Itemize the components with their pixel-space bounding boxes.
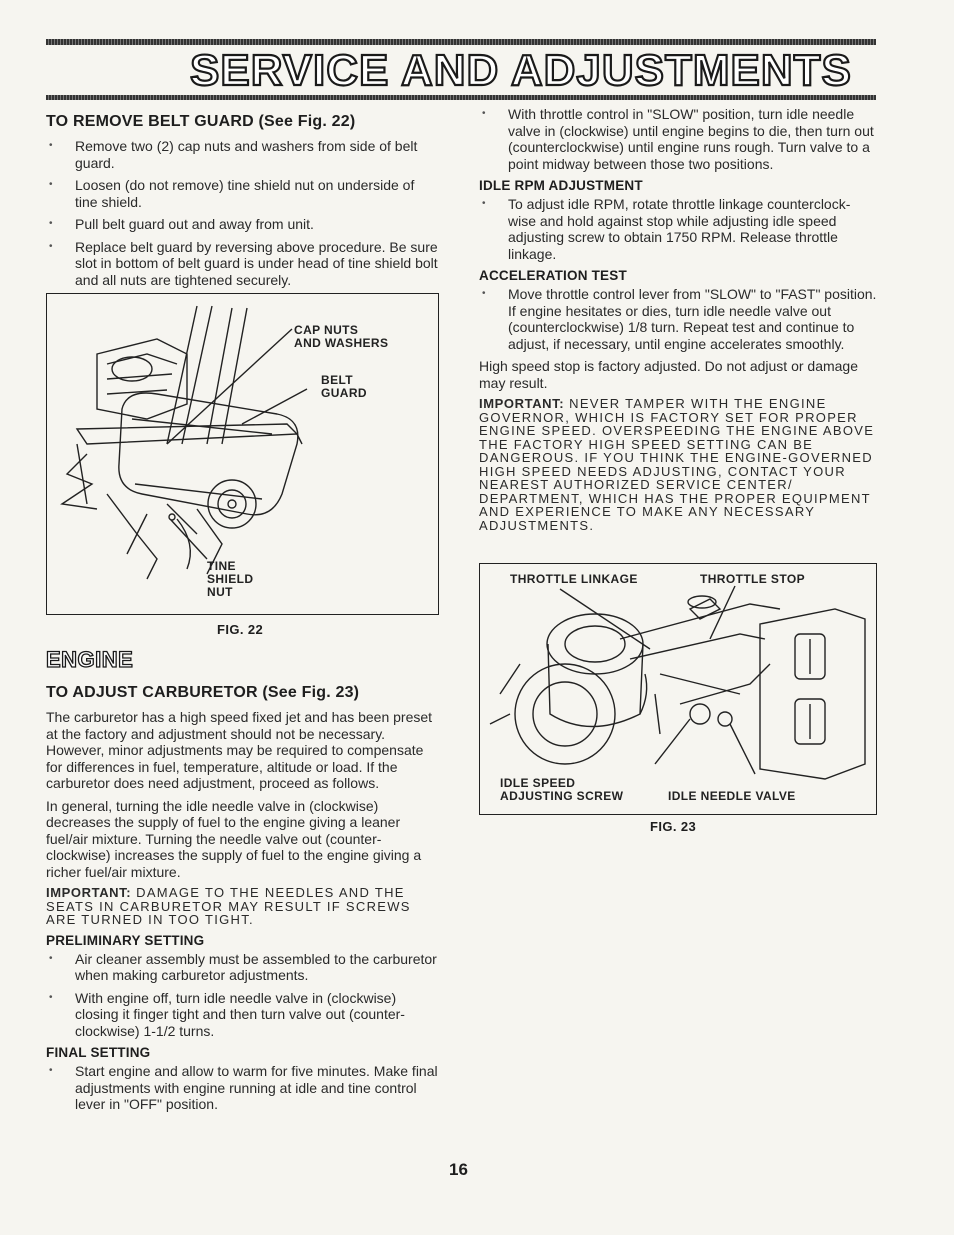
carburetor-para-2: In general, turning the idle needle valve in (clockwise) decreases the supply of fuel to the engine giving a leaner fuel/air mixture. Turning the needle valve out (counter-clockwise) increases the supply of fuel to the engine giving a richer fuel/air mixture. bbox=[46, 797, 422, 880]
list-item: • Pull belt guard out and away from unit. bbox=[46, 216, 440, 233]
list-item: • To adjust idle RPM, rotate throttle linkage counterclock-wise and hold against stop while adjusting idle speed adjusting screw to obtain 1750 RPM. Release throttle linkage. bbox=[479, 196, 877, 262]
header-rule-top bbox=[46, 39, 876, 45]
page-number: 16 bbox=[449, 1160, 468, 1179]
fig23-label-idle-needle-valve: IDLE NEEDLE VALVE bbox=[668, 789, 796, 803]
left-column bbox=[46, 106, 440, 294]
acceleration-test-list bbox=[479, 286, 877, 352]
high-speed-note: High speed stop is factory adjusted. Do not adjust or damage may result. bbox=[479, 358, 858, 391]
page-title: SERVICE AND ADJUSTMENTS bbox=[190, 46, 852, 95]
engine-heading: ENGINE bbox=[46, 647, 134, 672]
acceleration-test-heading: ACCELERATION TEST bbox=[479, 268, 627, 283]
carburetor-para-1: The carburetor has a high speed fixed jet and has been preset at the factory and adjustment should not be necessary. However, minor adjustments may be required to compensate for differences in fuel, temperature, altitude or load. If the carburetor does need adjustment, proceed as follows. bbox=[46, 709, 433, 791]
idle-rpm-list bbox=[479, 196, 877, 262]
fig23-label-throttle-stop: THROTTLE STOP bbox=[700, 572, 805, 586]
list-item: • Loosen (do not remove) tine shield nut on underside of tine shield. bbox=[46, 177, 440, 210]
list-item: • Replace belt guard by reversing above procedure. Be sure slot in bottom of belt guard is under head of tine shield bolt and all nuts are tightened securely. bbox=[46, 239, 440, 289]
list-item: • Move throttle control lever from "SLOW" to "FAST" position. If engine hesitates or dies, turn idle needle valve out (counterclockwise) 1/8 turn. Repeat test and continue to adjust, if necessary, until engine accelerates smoothly. bbox=[479, 286, 877, 352]
list-item: • Remove two (2) cap nuts and washers from side of belt guard. bbox=[46, 138, 440, 171]
fig23-label-idle-speed-screw: IDLE SPEED ADJUSTING SCREW bbox=[500, 776, 624, 803]
preliminary-setting-heading: PRELIMINARY SETTING bbox=[46, 932, 205, 948]
fig23-caption: FIG. 23 bbox=[650, 819, 697, 834]
preliminary-setting-list bbox=[46, 951, 440, 1040]
fig22-label-tine-shield-nut: TINE SHIELD NUT bbox=[207, 559, 254, 599]
list-item: • Air cleaner assembly must be assembled to the carburetor when making carburetor adjustments. bbox=[46, 951, 440, 984]
engine-section bbox=[46, 647, 440, 1119]
slow-setting-list bbox=[479, 106, 877, 172]
list-item: • With throttle control in "SLOW" position, turn idle needle valve in (clockwise) until engine begins to die, then turn out (counterclockwise) until engine runs rough. Turn valve to a point midway between those two positions. bbox=[479, 106, 877, 172]
carburetor-heading: TO ADJUST CARBURETOR (See Fig. 23) bbox=[46, 684, 360, 701]
fig22-label-cap-nuts: CAP NUTS AND WASHERS bbox=[294, 323, 389, 350]
belt-guard-heading: TO REMOVE BELT GUARD (See Fig. 22) bbox=[46, 113, 356, 130]
belt-guard-list bbox=[46, 138, 440, 288]
fig22-label-belt-guard: BELT GUARD bbox=[321, 373, 367, 400]
final-setting-heading: FINAL SETTING bbox=[46, 1045, 151, 1060]
list-item: • With engine off, turn idle needle valve in (clockwise) closing it finger tight and then turn valve out (counter-clockwise) 1-1/2 turns. bbox=[46, 990, 440, 1040]
idle-rpm-heading: IDLE RPM ADJUSTMENT bbox=[479, 178, 643, 193]
fig22-caption: FIG. 22 bbox=[217, 622, 264, 637]
figure-23 bbox=[479, 563, 877, 815]
header-rule-bottom bbox=[46, 95, 876, 100]
carburetor-important: IMPORTANT: DAMAGE TO THE NEEDLES AND THE SEATS IN CARBURETOR MAY RESULT IF SCREWS ARE TURNED IN TOO TIGHT. bbox=[46, 885, 411, 927]
figure-22 bbox=[46, 293, 439, 615]
list-item: • Start engine and allow to warm for five minutes. Make final adjustments with engine running at idle and tine control lever in "OFF" position. bbox=[46, 1063, 440, 1113]
governor-important: IMPORTANT: NEVER TAMPER WITH THE ENGINE GOVERNOR, WHICH IS FACTORY SET FOR PROPER ENGINE SPEED. OVERSPEEDING THE ENGINE ABOVE THE FACTORY HIGH SPEED SETTING CAN BE DANGEROUS. IF YOU THINK THE ENGINE-GOVERNED HIGH SPEED NEEDS ADJUSTING, CONTACT YOUR NEAREST AUTHORIZED SERVICE CENTER/ DEPARTMENT, WHICH HAS THE PROPER EQUIPMENT AND EXPERIENCE TO MAKE ANY NECESSARY ADJUSTMENTS. bbox=[479, 396, 875, 533]
final-setting-list bbox=[46, 1063, 440, 1113]
right-column bbox=[479, 106, 877, 538]
fig23-label-throttle-linkage: THROTTLE LINKAGE bbox=[510, 572, 638, 586]
